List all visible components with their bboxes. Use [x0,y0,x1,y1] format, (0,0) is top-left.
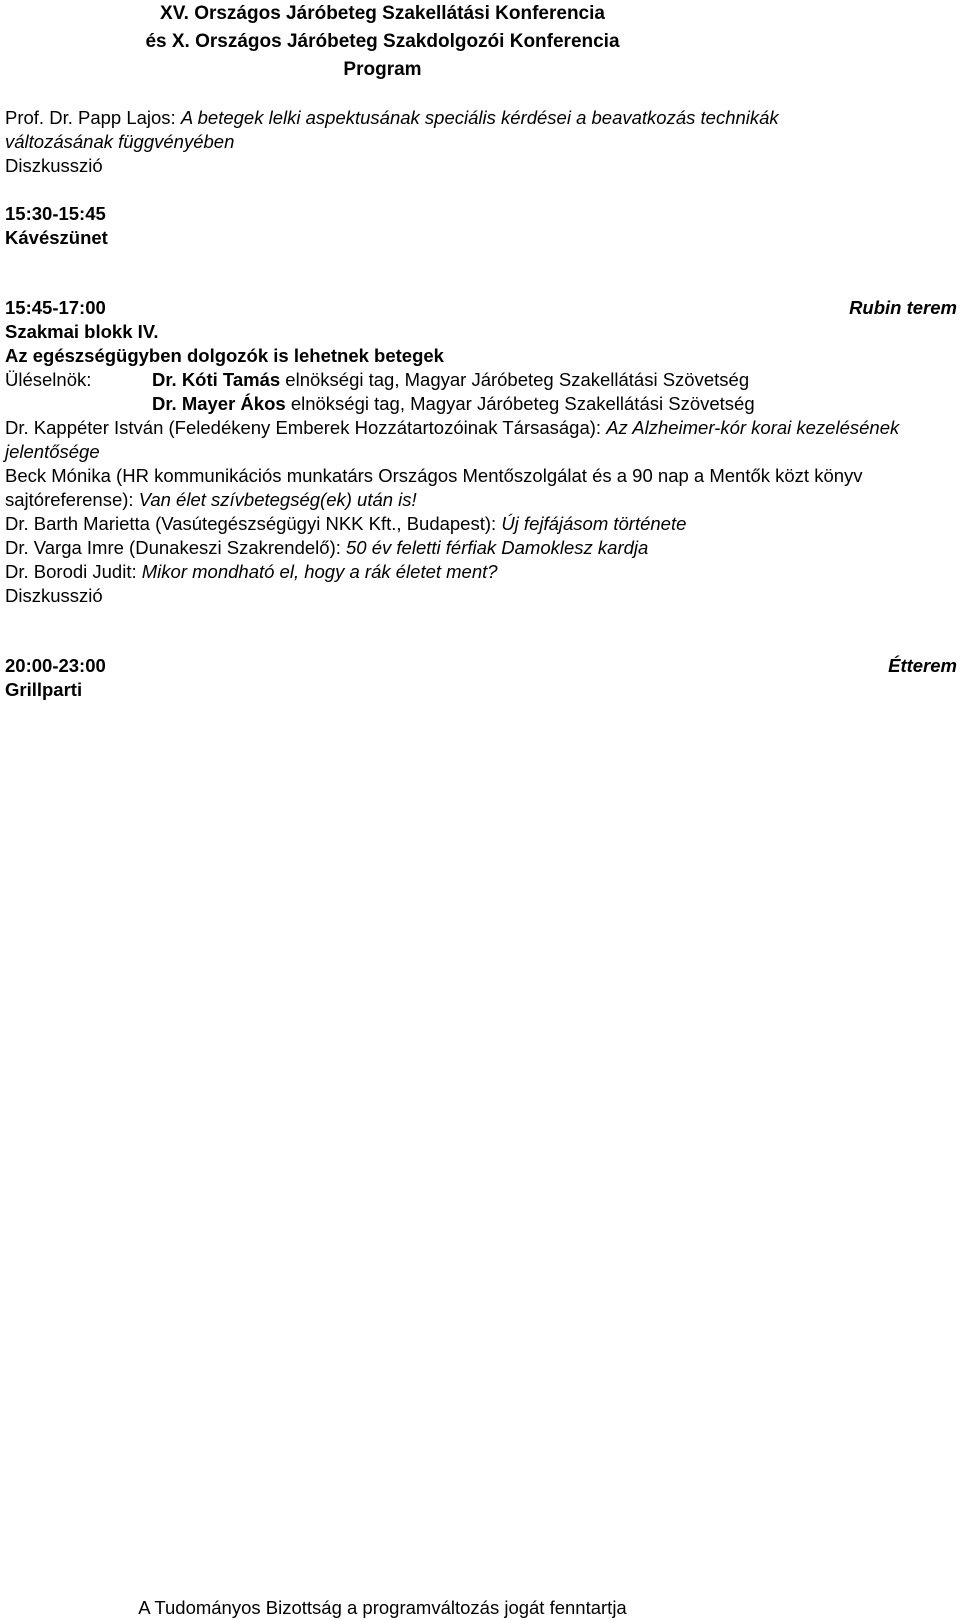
evening-label: Grillparti [5,679,83,700]
talk-speaker: Dr. Varga Imre (Dunakeszi Szakrendelő): [5,537,347,558]
chair1-role: elnökségi tag, Magyar Járóbeteg Szakellátási Szövetség [280,369,750,390]
talk-title: Mikor mondható el, hogy a rák életet ment? [141,561,498,582]
talk-title: Az Alzheimer-kór korai kezelésének jelentősége [5,417,900,462]
chairs-label: Üléselnök: [5,369,92,390]
break-label: Kávészünet [5,227,108,248]
talk-speaker: Dr. Kappéter István (Feledékeny Emberek Hozzátartozóinak Társasága): [5,417,607,438]
talk-speaker: Beck Mónika (HR kommunikációs munkatárs Országos Mentőszolgálat és a 90 nap a Mentők közt könyv sajtóreferense): [5,465,863,510]
talk-title: Új fejfájásom története [501,513,687,534]
talk-speaker: Prof. Dr. Papp Lajos: [5,107,181,128]
talk-speaker: Dr. Barth Marietta (Vasútegészségügyi NKK Kft., Budapest): [5,513,502,534]
evening-time: 20:00-23:00 [5,655,106,676]
talk-title: Van élet szívbetegség(ek) után is! [138,489,417,510]
talk-papp [5,106,957,154]
block4-time: 15:45-17:00 [5,297,106,318]
block4-name: Szakmai blokk IV. [5,321,159,342]
chairs-row [5,368,957,392]
chair2-name: Dr. Mayer Ákos [152,393,286,414]
discussion-label: Diszkusszió [5,585,103,606]
talk-item [5,416,915,464]
document-header [5,0,760,84]
chair2-row [5,392,957,416]
talk-title: 50 év feletti férfiak Damoklesz kardja [346,537,649,558]
evening-header-row [5,654,957,678]
break-time: 15:30-15:45 [5,203,106,224]
talk-item [5,512,957,536]
talk-speaker: Dr. Borodi Judit: [5,561,142,582]
block4-room: Rubin terem [849,297,957,318]
discussion-label: Diszkusszió [5,155,103,176]
chair1-name: Dr. Kóti Tamás [152,369,281,390]
talk-item [5,560,957,584]
talk-item [5,464,950,512]
talk-title: A betegek lelki aspektusának speciális kérdései a beavatkozás technikák [180,107,779,128]
footer-note: A Tudományos Bizottság a programváltozás jogát fenntartja [138,1597,627,1618]
evening-room: Étterem [888,655,957,676]
document-page [5,0,957,1617]
conference-title-line1: XV. Országos Járóbeteg Szakellátási Konferencia [160,3,605,24]
talk-item [5,536,957,560]
talk-title-continued: változásának függvényében [5,131,235,152]
chair2-role: elnökségi tag, Magyar Járóbeteg Szakellátási Szövetség [285,393,755,414]
program-title: Program [343,59,422,80]
block4-topic: Az egészségügyben dolgozók is lehetnek betegek [5,345,444,366]
conference-title-line2: és X. Országos Járóbeteg Szakdolgozói Konferencia [145,31,620,52]
block4-header-row [5,296,957,320]
